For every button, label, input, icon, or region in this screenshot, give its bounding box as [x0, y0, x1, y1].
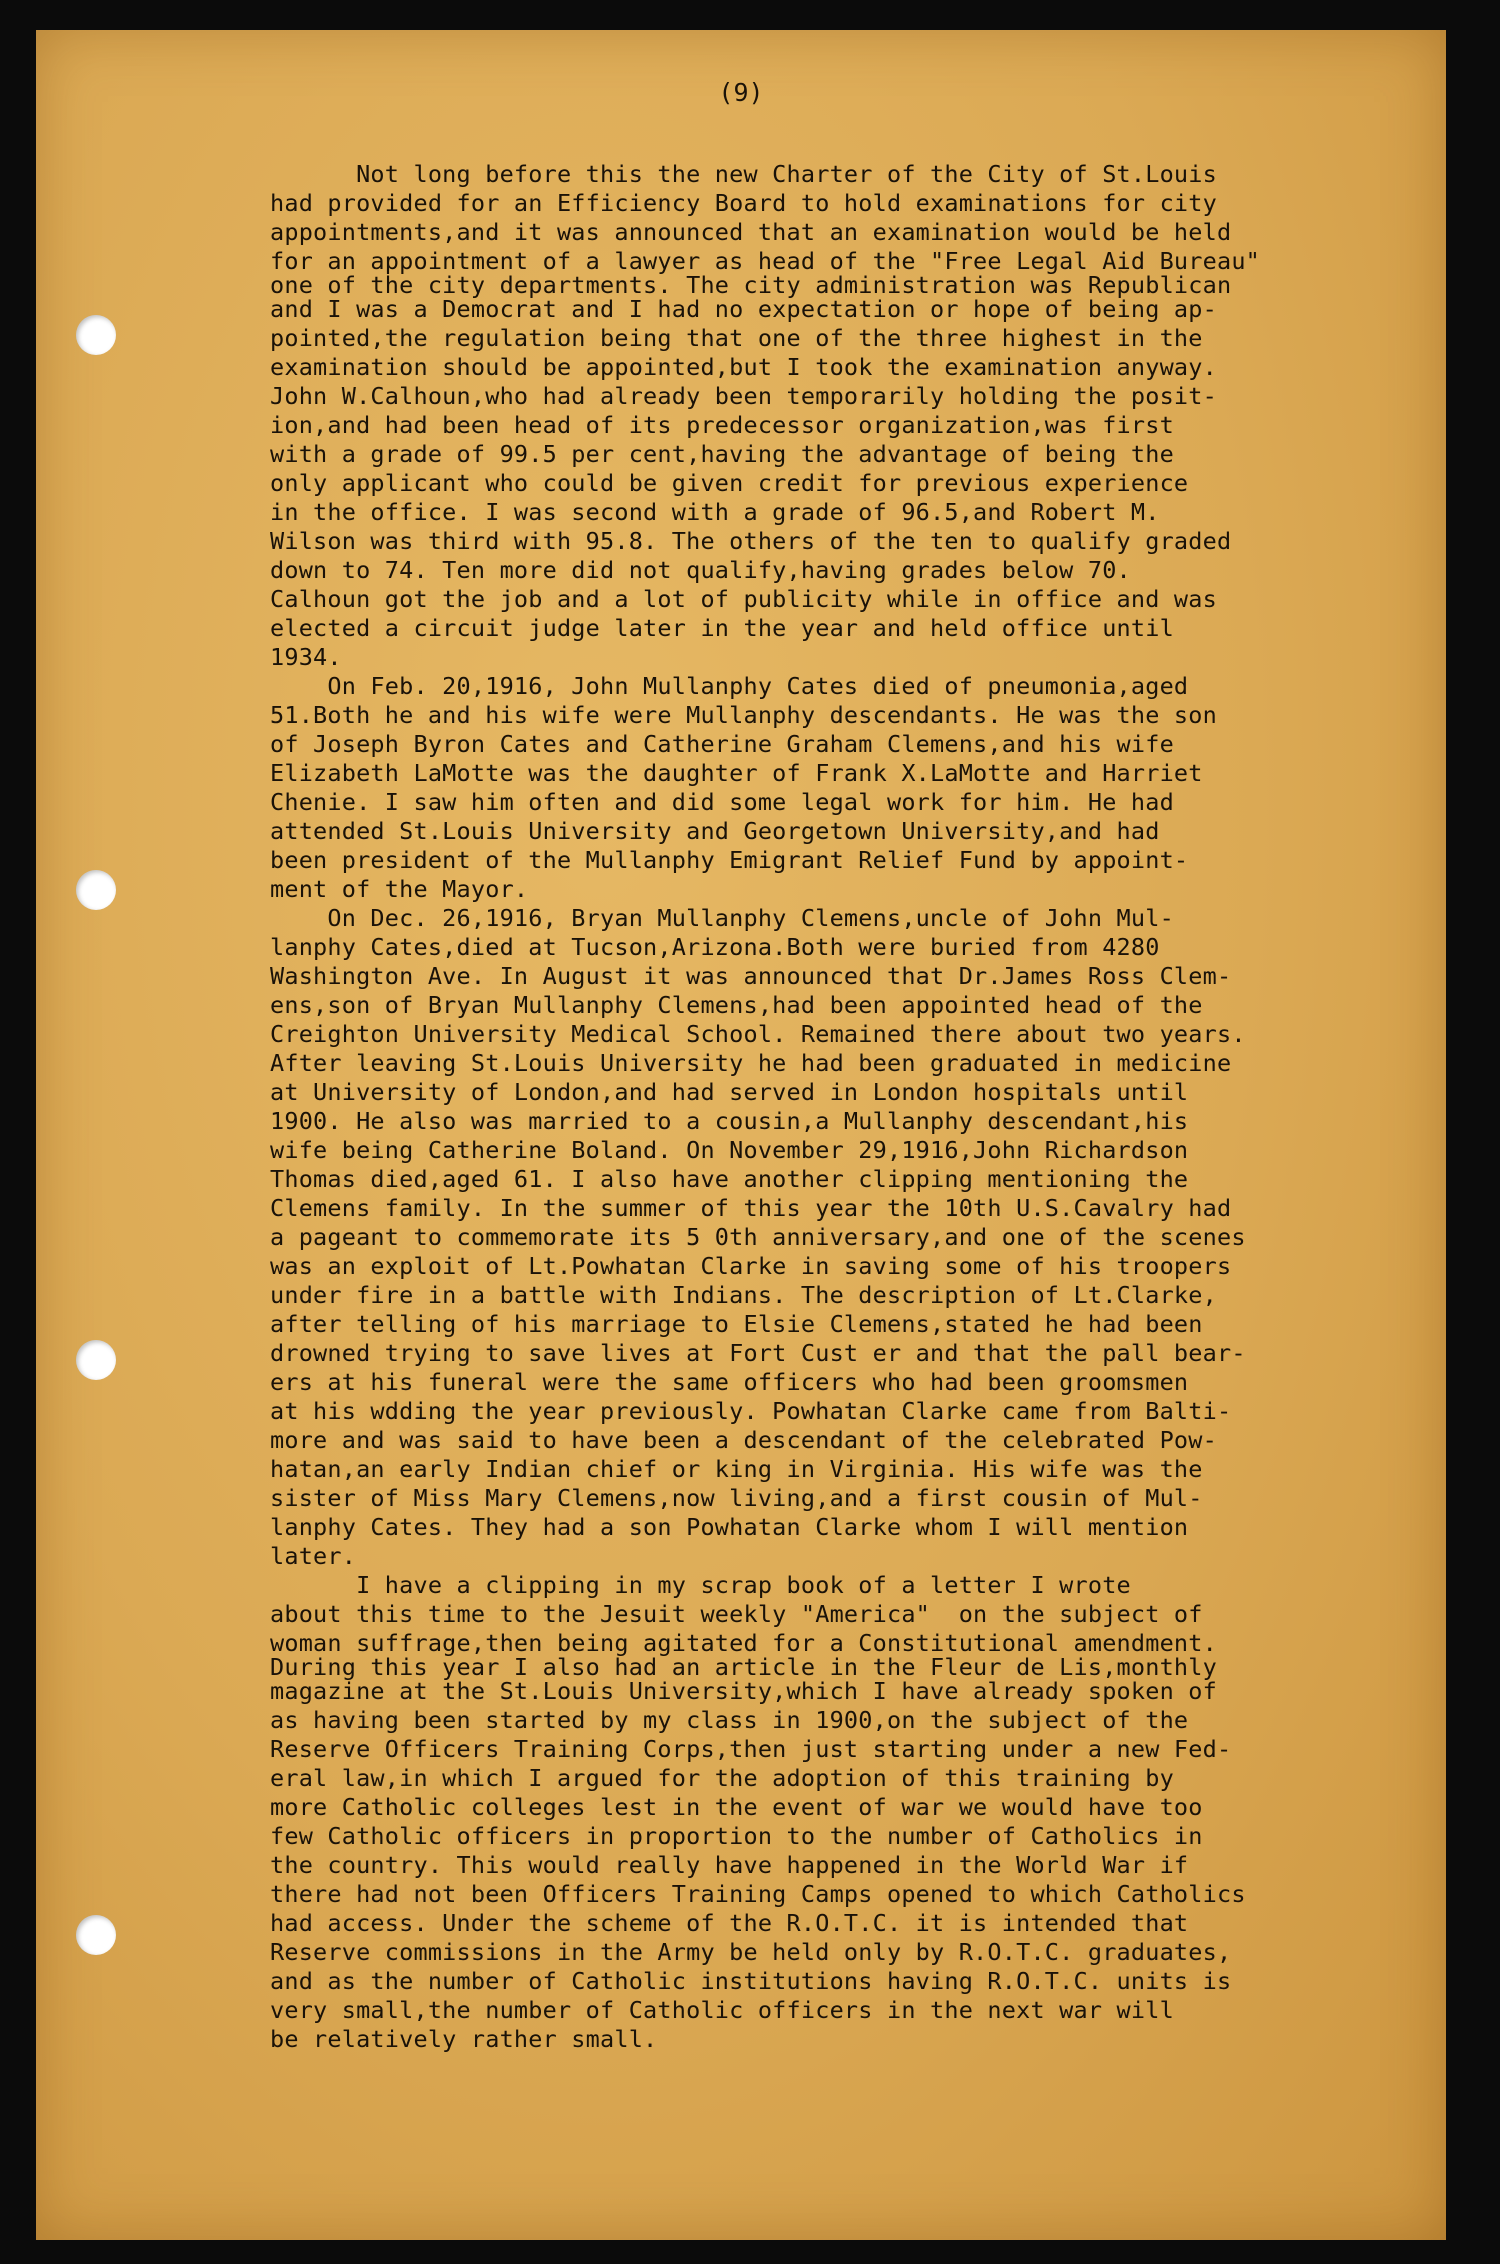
text-line: there had not been Officers Training Camps opened to which Catholics — [270, 1880, 1246, 1908]
text-line: elected a circuit judge later in the year and held office until — [270, 614, 1174, 642]
text-line: Reserve commissions in the Army be held only by R.O.T.C. graduates, — [270, 1938, 1232, 1966]
text-line: Wilson was third with 95.8. The others of the ten to qualify graded — [270, 527, 1232, 555]
text-line: and I was a Democrat and I had no expectation or hope of being ap- — [270, 295, 1217, 323]
text-line: with a grade of 99.5 per cent,having the advantage of being the — [270, 440, 1174, 468]
page-number: (9) — [718, 78, 764, 107]
binder-hole — [76, 315, 116, 355]
text-line: down to 74. Ten more did not qualify,having grades below 70. — [270, 556, 1131, 584]
text-line: hatan,an early Indian chief or king in Virginia. His wife was the — [270, 1455, 1203, 1483]
text-line: one of the city departments. The city administration was Republican — [270, 271, 1232, 299]
text-line: I have a clipping in my scrap book of a letter I wrote — [270, 1571, 1131, 1599]
text-line: sister of Miss Mary Clemens,now living,and a first cousin of Mul- — [270, 1484, 1203, 1512]
text-line: Reserve Officers Training Corps,then just starting under a new Fed- — [270, 1735, 1232, 1763]
text-line: Creighton University Medical School. Remained there about two years. — [270, 1020, 1246, 1048]
text-line: only applicant who could be given credit for previous experience — [270, 469, 1189, 497]
binder-hole — [76, 1915, 116, 1955]
text-line: attended St.Louis University and Georgetown University,and had — [270, 817, 1160, 845]
typed-text-body — [270, 160, 1470, 2054]
text-line: the country. This would really have happened in the World War if — [270, 1851, 1189, 1879]
text-line: Elizabeth LaMotte was the daughter of Frank X.LaMotte and Harriet — [270, 759, 1203, 787]
text-line: On Feb. 20,1916, John Mullanphy Cates died of pneumonia,aged — [270, 672, 1189, 700]
text-line: eral law,in which I argued for the adoption of this training by — [270, 1764, 1174, 1792]
text-line: 1900. He also was married to a cousin,a Mullanphy descendant,his — [270, 1107, 1189, 1135]
text-line: as having been started by my class in 1900,on the subject of the — [270, 1706, 1189, 1734]
text-line: Chenie. I saw him often and did some legal work for him. He had — [270, 788, 1174, 816]
text-line: examination should be appointed,but I took the examination anyway. — [270, 353, 1217, 381]
text-line: lanphy Cates,died at Tucson,Arizona.Both were buried from 4280 — [270, 933, 1160, 961]
text-line: under fire in a battle with Indians. The description of Lt.Clarke, — [270, 1281, 1217, 1309]
binder-hole — [76, 1340, 116, 1380]
text-line: ers at his funeral were the same officers who had been groomsmen — [270, 1368, 1189, 1396]
binder-hole — [76, 870, 116, 910]
text-line: Thomas died,aged 61. I also have another clipping mentioning the — [270, 1165, 1189, 1193]
text-line: After leaving St.Louis University he had been graduated in medicine — [270, 1049, 1232, 1077]
text-line: magazine at the St.Louis University,which I have already spoken of — [270, 1677, 1217, 1705]
text-line: John W.Calhoun,who had already been temporarily holding the posit- — [270, 382, 1217, 410]
text-line: During this year I also had an article in the Fleur de Lis,monthly — [270, 1653, 1217, 1681]
text-line: been president of the Mullanphy Emigrant Relief Fund by appoint- — [270, 846, 1189, 874]
text-line: ens,son of Bryan Mullanphy Clemens,had been appointed head of the — [270, 991, 1203, 1019]
text-line: drowned trying to save lives at Fort Cust er and that the pall bear- — [270, 1339, 1246, 1367]
text-line: more Catholic colleges lest in the event of war we would have too — [270, 1793, 1203, 1821]
text-line: pointed,the regulation being that one of the three highest in the — [270, 324, 1203, 352]
text-line: Washington Ave. In August it was announced that Dr.James Ross Clem- — [270, 962, 1232, 990]
text-line: be relatively rather small. — [270, 2025, 658, 2053]
text-line: at University of London,and had served in London hospitals until — [270, 1078, 1189, 1106]
text-line: ion,and had been head of its predecessor organization,was first — [270, 411, 1174, 439]
text-line: later. — [270, 1542, 357, 1570]
text-line: of Joseph Byron Cates and Catherine Graham Clemens,and his wife — [270, 730, 1174, 758]
text-line: at his wdding the year previously. Powhatan Clarke came from Balti- — [270, 1397, 1232, 1425]
text-line: Clemens family. In the summer of this year the 10th U.S.Cavalry had — [270, 1194, 1232, 1222]
text-line: had provided for an Efficiency Board to hold examinations for city — [270, 189, 1217, 217]
text-line: 51.Both he and his wife were Mullanphy descendants. He was the son — [270, 701, 1217, 729]
text-line: lanphy Cates. They had a son Powhatan Clarke whom I will mention — [270, 1513, 1189, 1541]
text-line: woman suffrage,then being agitated for a Constitutional amendment. — [270, 1629, 1217, 1657]
text-line: ment of the Mayor. — [270, 875, 529, 903]
text-line: wife being Catherine Boland. On November 29,1916,John Richardson — [270, 1136, 1189, 1164]
text-line: in the office. I was second with a grade of 96.5,and Robert M. — [270, 498, 1160, 526]
text-line: after telling of his marriage to Elsie Clemens,stated he had been — [270, 1310, 1203, 1338]
text-line: a pageant to commemorate its 5 0th anniversary,and one of the scenes — [270, 1223, 1246, 1251]
text-line: very small,the number of Catholic officers in the next war will — [270, 1996, 1174, 2024]
text-line: was an exploit of Lt.Powhatan Clarke in saving some of his troopers — [270, 1252, 1232, 1280]
text-line: Calhoun got the job and a lot of publicity while in office and was — [270, 585, 1217, 613]
text-line: and as the number of Catholic institutions having R.O.T.C. units is — [270, 1967, 1232, 1995]
text-line: Not long before this the new Charter of the City of St.Louis — [270, 160, 1217, 188]
text-line: appointments,and it was announced that an examination would be held — [270, 218, 1232, 246]
text-line: more and was said to have been a descendant of the celebrated Pow- — [270, 1426, 1217, 1454]
text-line: had access. Under the scheme of the R.O.T.C. it is intended that — [270, 1909, 1189, 1937]
text-line: about this time to the Jesuit weekly "America" on the subject of — [270, 1600, 1203, 1628]
text-line: for an appointment of a lawyer as head of the "Free Legal Aid Bureau" — [270, 247, 1261, 275]
text-line: few Catholic officers in proportion to the number of Catholics in — [270, 1822, 1203, 1850]
text-line: On Dec. 26,1916, Bryan Mullanphy Clemens,uncle of John Mul- — [270, 904, 1174, 932]
text-line: 1934. — [270, 643, 342, 671]
